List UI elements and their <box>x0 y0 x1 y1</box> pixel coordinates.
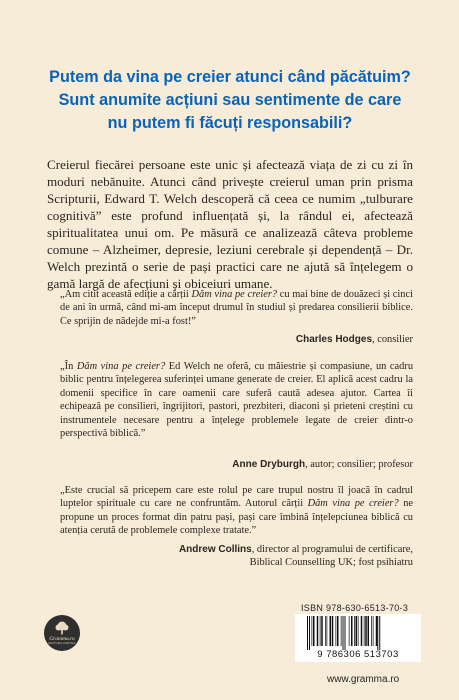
barcode-bar <box>349 616 350 646</box>
headline <box>30 66 430 135</box>
quote-text-part: cu mai bine de douăzeci și cinci de ani în urmă, când mi-am început drumul în studiul și predarea consilierii biblice. Ce sprijin de nădejde mi-a fost!” <box>60 289 414 327</box>
quote-2-attribution <box>232 458 413 471</box>
quote-text <box>60 360 413 440</box>
intro-text: Creierul fiecărei persoane este unic și afectează viața de zi cu zi în moduri nebănuite. Atunci când privește creierul uman prin prisma Scripturii, Edward T. Welch descoperă că ceea ce numim „tulburare cognitivă” este profund influențată și, la rândul ei, afectează spiritualitatea unui om. Pe măsură ce analizează câteva probleme comune – Alzheimer, depresie, leziuni cerebrale și dependență – Dr. Welch prezintă o serie de pași practici care ne ajută să înțelegem o gamă largă de afecțiuni și obiceiuri umane. <box>47 157 413 291</box>
barcode-bar <box>373 616 374 646</box>
logo-tagline: EDITURA CARTEA <box>48 641 76 645</box>
barcode-bar <box>312 616 313 646</box>
barcode-bar <box>330 616 332 646</box>
publisher-logo <box>44 615 80 651</box>
headline-line: nu putem fi făcuți responsabili? <box>107 114 353 132</box>
barcode-bar <box>379 616 380 650</box>
barcode-bar <box>332 616 334 646</box>
barcode-bar <box>343 616 344 650</box>
tree-icon <box>54 621 70 635</box>
attribution-line <box>232 458 413 471</box>
quote-author: Anne Dryburgh <box>232 459 306 470</box>
headline-line: Putem da vina pe creier atunci când păcătuim? <box>49 68 411 86</box>
barcode-bar <box>309 616 310 650</box>
quote-author: Charles Hodges <box>295 334 373 345</box>
quote-1 <box>60 288 413 328</box>
barcode-bar <box>377 616 378 650</box>
barcode-bar <box>341 616 342 646</box>
quote-role: , autor; consilier; profesor <box>305 459 413 470</box>
isbn-label: ISBN 978-630-6513-70-3 <box>301 603 409 613</box>
barcode-bar <box>368 616 370 646</box>
barcode-bar <box>354 616 355 646</box>
quote-1-attribution <box>296 333 413 346</box>
quote-text-part: „În <box>60 361 77 372</box>
attribution-line: Biblical Counselling UK; fost psihiatru <box>249 557 413 569</box>
quote-text <box>60 484 413 538</box>
barcode-bar <box>313 616 315 646</box>
barcode <box>295 614 421 662</box>
barcode-bar <box>365 616 367 646</box>
barcode-bar <box>336 616 337 646</box>
ean-digits: 9 786306 513703 <box>317 649 399 660</box>
website: www.gramma.ro <box>327 674 400 685</box>
barcode-bar <box>364 616 365 646</box>
barcode-bars <box>301 616 415 650</box>
quote-3-attribution <box>179 543 413 570</box>
quote-text-part: „Este crucial să pricepem care este rolul pe care trupul nostru îl joacă în cadrul luptelor spirituale cu care ne confruntăm. Autorul cărții <box>60 485 413 510</box>
book-title: Dăm vina pe creier? <box>307 498 399 510</box>
quote-text <box>60 288 413 328</box>
quote-text-part: „Am citit această ediție a cărții <box>60 289 192 300</box>
quote-text-part: ne propune un proces format din patru pași, pași care îmbină înțelepciunea biblică cu atenția cerută de problemele complexe tratate.” <box>60 498 414 537</box>
attribution-line <box>179 543 413 556</box>
book-title: Dăm vina pe creier? <box>76 361 166 372</box>
barcode-bar <box>317 616 319 646</box>
barcode-bar <box>320 616 321 646</box>
barcode-bar <box>371 616 372 646</box>
headline-line: Sunt anumite acțiuni sau sentimente de care <box>58 91 402 109</box>
barcode-bar <box>321 616 323 646</box>
barcode-bar <box>356 616 358 646</box>
quote-author: Andrew Collins <box>178 544 252 555</box>
barcode-bar <box>327 616 328 646</box>
barcode-bar <box>307 616 308 650</box>
barcode-bar <box>361 616 363 646</box>
quote-role: , consilier <box>372 334 413 345</box>
barcode-bar <box>337 616 339 646</box>
logo-brand: Gramma.ro <box>49 636 75 642</box>
intro-paragraph <box>47 156 413 292</box>
barcode-bar <box>351 616 353 646</box>
quote-text-part: Ed Welch ne oferă, cu măiestrie și compasiune, un cadru biblic pentru înțelegerea suferinței umane generate de creier. El aplică acest cadru la domenii specifice în care oamenii care suferă caută adesea ajutor. Cartea îi echipează pe consilieri, îngrijitori, pastori, prezbiteri, diaconi și prieteni creștini cu instrumentele necesare pentru a înțelege problemele legate de creier dintr-o perspectivă biblică.” <box>60 361 414 440</box>
barcode-bar <box>358 616 359 646</box>
book-title: Dăm vina pe creier? <box>191 289 278 300</box>
barcode-bar <box>376 616 378 646</box>
quote-2 <box>60 360 413 440</box>
barcode-bar <box>345 616 346 650</box>
barcode-bar <box>325 616 326 646</box>
attribution-line <box>296 333 413 346</box>
quote-role: , director al programului de certificare, <box>251 544 413 555</box>
quote-3 <box>60 484 413 538</box>
